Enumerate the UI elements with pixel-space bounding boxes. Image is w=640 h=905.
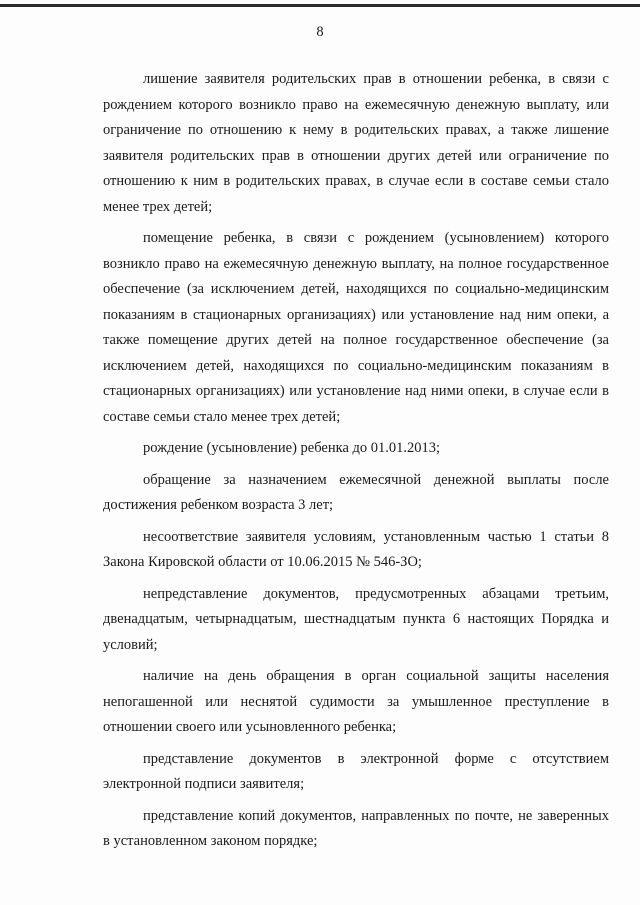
paragraph-missing-documents: непредставление документов, предусмотренных абзацами третьим, двенадцатым, четырнадцатым, шестнадцатым пункта 6 настоящих Порядка и условий; [103,585,609,653]
top-border-line [0,4,640,7]
paragraph-uncertified-copies: представление копий документов, направленных по почте, не заверенных в установленном законом порядке; [103,807,609,849]
page-number: 8 [316,24,324,40]
paragraph-deprivation-parental-rights: лишение заявителя родительских прав в отношении ребенка, в связи с рождением которого возникло право на ежемесячную денежную выплату, или ограничение по отношению к нему в родительских правах, а также лишение заявителя родительских прав в отношении других детей или ограничение по отношению к ним в родительских правах, в случае если в составе семьи стало менее трех детей; [103,71,609,215]
paragraph-birth-before-date: рождение (усыновление) ребенка до 01.01.2013; [143,440,441,456]
paragraph-no-electronic-signature: представление документов в электронной форме с отсутствием электронной подписи заявителя; [103,750,609,792]
paragraph-state-care-placement: помещение ребенка, в связи с рождением (усыновлением) которого возникло право на ежемесячную денежную выплату, на полное государственное обеспечение (за исключением детей, находящихся по социально-медицинским показаниям в стационарных организациях) или установление над ним опеки, а также помещение других детей на полное государственное обеспечение (за исключением детей, находящихся по социально-медицинским показаниям в стационарных организациях) или установление над ними опеки, в случае если в составе семьи стало менее трех детей; [103,230,609,425]
paragraph-nonconformity-conditions: несоответствие заявителя условиям, установленным частью 1 статьи 8 Закона Кировской области от 10.06.2015 № 546-ЗО; [103,528,609,570]
paragraph-criminal-record: наличие на день обращения в орган социальной защиты населения непогашенной или неснятой судимости за умышленное преступление в отношении своего или усыновленного ребенка; [103,668,609,735]
paragraph-application-after-age-3: обращение за назначением ежемесячной денежной выплаты после достижения ребенком возраста 3 лет; [103,471,609,513]
document-body [103,67,609,861]
